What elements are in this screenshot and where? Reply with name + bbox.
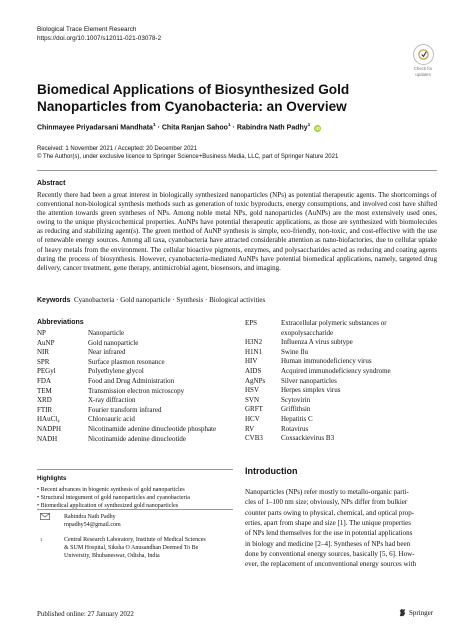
published-date: Published online: 27 January 2022 [37, 610, 134, 618]
definition: Food and Drug Administration [88, 376, 175, 385]
definition: Extracellular polymeric substances or [281, 319, 387, 327]
abbreviations-column-2 [245, 319, 437, 444]
intro-line: in biology and medicine [2–4]. Syntheses of NPs had been [245, 539, 411, 548]
definition: X-ray diffraction [88, 396, 136, 405]
affiliation-number: 1 [40, 537, 43, 542]
correspondent-email[interactable]: rnpadhy54@gmail.com [64, 522, 121, 528]
abbreviation: AgNPs [245, 376, 266, 385]
abbreviation-row [37, 425, 248, 435]
definition: Hepatitis C [281, 414, 313, 423]
journal-name: Biological Trace Element Research [37, 26, 137, 33]
definition: Scytovirin [281, 395, 311, 404]
abbreviation-row [37, 406, 248, 416]
abbreviation: GRFT [245, 405, 263, 414]
abbreviation-row [245, 319, 437, 329]
affiliation-line: Central Research Laboratory, Institute of Medical Sciences [64, 537, 206, 543]
highlight-item: • Biomedical application of synthesized gold nanoparticles [37, 503, 179, 510]
author-affiliation-mark: 1 [307, 123, 311, 128]
abbreviation [245, 329, 281, 339]
intro-line: done by conventional energy sources, basically [5, 6]. How- [245, 550, 415, 559]
abbreviation: FDA [37, 376, 52, 385]
highlight-item: • Recent advances in biogenic synthesis of gold nanoparticles [37, 487, 185, 493]
definition: Acquired immunodeficiency syndrome [281, 366, 391, 375]
orcid-icon[interactable]: iD [315, 126, 321, 132]
definition: Transmission electron microscopy [88, 386, 185, 395]
received-accepted: Received: 1 November 2021 / Accepted: 20 December 2021 [37, 146, 198, 152]
abbreviation: NADPH [37, 424, 62, 433]
abbreviation-row [245, 396, 437, 406]
publisher-name: Springer [409, 608, 434, 617]
introduction-text [245, 487, 438, 570]
intro-line: cles of 1–100 nm size; obviously, NPs differ from bulkier [245, 498, 408, 507]
journal-header [37, 26, 161, 43]
abbreviation-row [245, 377, 437, 387]
abbreviation-row [37, 377, 248, 387]
abbreviation: AIDS [245, 366, 262, 375]
abbreviation: HAuCl₄ [37, 415, 60, 424]
badge-label-2: updates [415, 72, 431, 77]
divider [37, 170, 437, 171]
abbreviation: EPS [245, 319, 258, 327]
abbreviation-row [245, 415, 437, 425]
copyright-line: © The Author(s), under exclusive licence to Springer Science+Business Media, LLC, part of Springer Nature 2021 [37, 154, 339, 161]
abbreviation: XRD [37, 396, 52, 405]
definition: Influenza A virus subtype [281, 338, 353, 347]
check-updates-icon [413, 44, 434, 65]
abbreviation-row [245, 338, 437, 348]
definition: Surface plasmon resonance [88, 357, 165, 366]
affiliation-line: University, Bhubaneswar, Odisha, India [64, 553, 160, 559]
author-list: Chinmayee Priyadarsani Mandhata$^1$ · Chita Ranjan Sahoo$^1$ · Rabindra Nath Padhy$^1$ iD [37, 123, 321, 132]
abbreviations-heading: Abbreviations [37, 319, 84, 326]
abbreviation: H3N2 [245, 338, 263, 347]
keywords-text: Cyanobacteria · Gold nanoparticle · Synthesis · Biological activities [73, 296, 266, 304]
check-for-updates-badge[interactable] [408, 44, 438, 77]
abbreviation-row [37, 396, 248, 406]
definition: Griffithsin [281, 405, 311, 414]
author-name[interactable]: Chita Ranjan Sahoo [161, 124, 228, 132]
definition: Herpes simplex virus [281, 386, 341, 395]
divider [37, 509, 233, 510]
definition: Silver nanoparticles [281, 376, 337, 385]
abbreviation-row [37, 387, 248, 397]
abbreviation-row [245, 329, 437, 339]
definition: Polyethylene glycol [88, 367, 144, 376]
author-name[interactable]: Rabindra Nath Padhy [236, 124, 308, 132]
definition: Nanoparticle [88, 329, 125, 337]
keywords [37, 296, 265, 304]
correspondent-name: Rabindra Nath Padhy [64, 514, 116, 520]
abbreviation: NP [37, 329, 46, 337]
correspondence [40, 513, 121, 529]
abbreviations-column-1 [37, 329, 248, 444]
introduction-heading: Introduction [245, 466, 298, 476]
abbreviation: SVN [245, 395, 260, 404]
keywords-heading: Keywords [37, 297, 71, 304]
springer-horse-icon [398, 608, 407, 617]
definition: Near infrared [88, 348, 126, 357]
abbreviation-row [37, 339, 248, 349]
abbreviation: AuNP [37, 338, 55, 347]
intro-line: counter parts owing to physical, chemical, and optical prop- [245, 508, 415, 517]
abbreviation: FTIR [37, 405, 53, 414]
abbreviation-row [37, 415, 248, 425]
affiliation-line: & SUM Hospital, Siksha O Anusandhan Deemed To Be [64, 545, 199, 551]
author-name[interactable]: Chinmayee Priyadarsani Mandhata [37, 124, 153, 132]
intro-line: ever, the replacement of unconventional energy sources with [245, 560, 416, 569]
abbreviation-row [37, 348, 248, 358]
abbreviation: HSV [245, 386, 260, 395]
article-title: Biomedical Applications of Biosynthesized Gold Nanoparticles from Cyanobacteria: an Overview [37, 82, 350, 114]
abbreviation-row [245, 357, 437, 367]
doi-link[interactable]: https://doi.org/10.1007/s12011-021-03078-2 [37, 34, 162, 42]
abbreviation-row [245, 367, 437, 377]
publisher-logo [398, 608, 433, 617]
abstract-heading: Abstract [37, 180, 66, 187]
abbreviation: H1N1 [245, 347, 263, 356]
definition: Coxsackievirus B3 [281, 434, 335, 443]
definition: Human immunodeficiency virus [281, 357, 372, 366]
highlight-item: • Structural integument of gold nanoparticles and cyanobacteria [37, 495, 190, 502]
abbreviation-row [245, 386, 437, 396]
abbreviation-row [37, 358, 248, 368]
highlights-list [37, 486, 237, 511]
intro-line: of NPs lend themselves for the use in potential applications [245, 529, 413, 538]
definition: exopolysaccharide [281, 328, 334, 337]
highlights-heading: Highlights [37, 476, 67, 482]
definition: Swine flu [281, 347, 309, 356]
abbreviation-row [245, 434, 437, 444]
abbreviation: RV [245, 424, 255, 433]
abbreviation-row [37, 435, 248, 445]
abbreviation-row [37, 367, 248, 377]
badge-label-1: Check for [413, 66, 433, 71]
abbreviation: NIR [37, 348, 50, 357]
abbreviation: HCV [245, 414, 260, 423]
abbreviation-row [245, 348, 437, 358]
abbreviation: PEGyl [37, 367, 56, 376]
definition: Gold nanoparticle [88, 338, 139, 347]
intro-line: Nanoparticles (NPs) refer mostly to metallo-organic parti- [245, 488, 409, 496]
article-dates [37, 145, 338, 162]
definition: Nicotinamide adenine dinucleotide [88, 434, 186, 443]
definition: Chloroauric acid [88, 415, 135, 424]
abbreviation-row [245, 405, 437, 415]
divider [37, 469, 233, 470]
author-affiliation-mark: 1 [152, 123, 156, 128]
abbreviation: HIV [245, 357, 258, 366]
abbreviation-row [245, 425, 437, 435]
definition: Nicotinamide adenine dinucleotide phosphate [88, 424, 217, 433]
abbreviation: TEM [37, 386, 52, 395]
abbreviation-row [37, 329, 248, 339]
intro-line: erties, apart from shape and size [1]. The unique properties [245, 519, 411, 528]
definition: Rotavirus [281, 424, 309, 433]
abbreviation: CVB3 [245, 434, 263, 443]
author-affiliation-mark: 1 [227, 123, 231, 128]
abstract-text: Recently there had been a great interest in biologically synthesized nanoparticles (NPs) as potential therapeutic agents. The shortcomings of conventional non-biological synthesis methods such as generation of toxic byproducts, energy consumptions, and involved cost have shifted the attention towards green syntheses of NPs. Among noble metal NPs, gold nanoparticles (AuNPs) are the most extensively used ones, owing to the unique physicochemical properties. AuNPs have potential therapeutic applications, as those are synthesized with biomolecules as reducing and stabilizing agent(s). The green method of AuNP synthesis is simple, eco-friendly, non-toxic, and cost-effective with the use of renewable energy sources. Among all taxa, cyanobacteria have attracted considerable attention as nano-biofactories, due to cellular uptake of heavy metals from the environment. The cellular bioactive pigments, enzymes, and polysaccharides acted as reducing and coating agents during the process of biosynthesis. However, cyanobacteria-mediated AuNPs have potential biomedical applications, namely, targeted drug delivery, cancer treatment, gene therapy, antimicrobial agent, biosensors, and imaging. [37, 191, 437, 272]
definition: Fourier transform infrared [88, 405, 162, 414]
affiliation [40, 536, 240, 560]
abbreviation: SPR [37, 357, 50, 366]
envelope-icon[interactable] [40, 513, 54, 529]
abbreviation: NADH [37, 434, 58, 443]
